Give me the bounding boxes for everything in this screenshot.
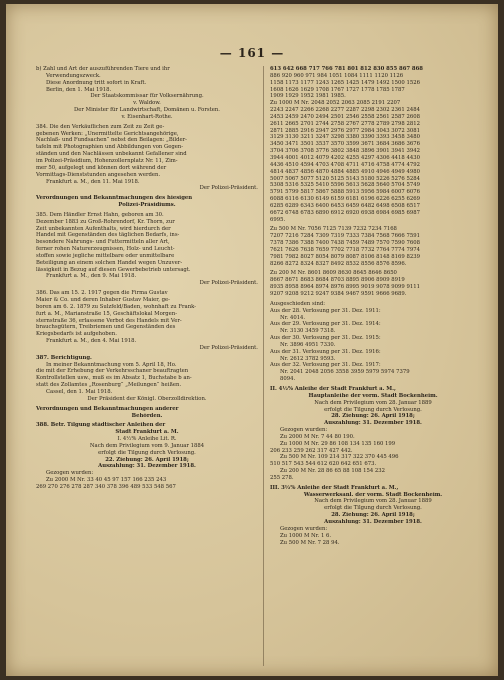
text-line: 8266 8272 8324 8327 8492 8532 8556 8576 8596.	[270, 260, 407, 267]
page-number: — 161 —	[219, 46, 285, 60]
text-line: Polizei-Präsidiums.	[118, 202, 176, 209]
text-line: 385. Dem Händler Ernst Hahn, geboren am 30.	[36, 211, 164, 218]
text-line: Gezogen wurden:	[280, 525, 328, 532]
text-line: tafeln mit Photographien und Abbildungen von Gegen-	[36, 144, 184, 151]
text-line: 2871 2885 2916 2947 2976 2977 2984 3043 3072 3081	[270, 127, 420, 134]
text-line: 28. Ziehung: 26. April 1918;	[331, 413, 415, 420]
text-line: 4814 4837 4856 4870 4884 4885 4910 4946 4949 4980	[270, 168, 420, 175]
text-line: 22. Ziehung: 26. April 1918;	[105, 456, 189, 463]
text-line: Verordnungen und Bekanntmachungen des hiesigen	[36, 195, 193, 202]
text-line: 28. Ziehung: 26. April 1918;	[331, 512, 415, 519]
text-line: erfolgt die Tilgung durch Verlosung.	[324, 406, 422, 413]
text-line: Zu 1000 M Nr. 1 6.	[280, 532, 332, 539]
text-line: Verwendungszweck.	[46, 72, 101, 79]
text-line: II. 4½% Anleihe der Stadt Frankfurt a. M.,	[270, 385, 396, 392]
text-line: 386. Das am 15. 2. 1917 gegen die Firma Gustav	[36, 290, 168, 297]
text-line: boren am 6. 2. 1879 zu Sulzfeld/Baden, wohnhaft zu Frank-	[36, 303, 197, 310]
text-line: Zu 1000 M Nr. 29 86 108 134 135 160 199	[280, 440, 396, 447]
text-line: 613 642 668 717 766 781 801 812 830 855 867 868	[270, 66, 423, 72]
text-line: 5308 5316 5325 5410 5596 5613 5628 5640 5704 5749	[270, 182, 420, 189]
text-line: Aus der 31. Verlosung per 31. Dez. 1916:	[270, 348, 381, 355]
right-column	[270, 66, 476, 546]
text-line: Aus der 28. Verlosung per 31. Dez. 1911:	[270, 307, 381, 314]
text-line: Nr. 3896 4951 7330.	[280, 341, 336, 348]
text-line: 3704 3706 3708 3776 3802 3848 3896 3901 3941 3942	[270, 148, 420, 155]
text-line: Zu 200 M Nr. 28 86 65 88 108 154 232	[280, 468, 386, 475]
text-line: Frankfurt a. M., den 11. Mai 1918.	[46, 178, 140, 185]
text-line: Der Staatskommissar für Volksernährung.	[90, 93, 204, 100]
text-line: 5791 5799 5817 5867 5888 5913 5956 5984 6007 6076	[270, 189, 420, 196]
text-line: Der Präsident der Königl. Oberzolldirektion.	[87, 395, 207, 402]
text-line: Zu 500 M Nr. 109 214 317 322 370 445 496	[280, 454, 399, 461]
text-line: Hauptanleihe der vorm. Stadt Bockenheim.	[308, 392, 438, 399]
text-line: Zu 2000 M Nr. 7 44 80 190.	[280, 433, 355, 440]
text-line: 6672 6748 6783 6890 6912 6920 6938 6984 6985 6987	[270, 209, 420, 216]
text-line: Frankfurt a. M., den 4. Mai 1918.	[46, 338, 137, 345]
text-line: 388. Betr. Tilgung städtischer Anleihen der	[36, 422, 166, 429]
text-line: Zeit unbekannten Aufenthalts, wird hierdurch der	[36, 225, 171, 232]
text-line: v. Waldow.	[133, 100, 161, 107]
text-line: 8667 8671 8683 8684 8703 8895 8906 8909 8919	[270, 277, 405, 284]
text-line: 6088 6116 6130 6149 6159 6181 6196 6226 6255 6269	[270, 196, 420, 203]
text-line: 206 233 259 262 317 427 442.	[270, 447, 353, 454]
text-line: stoffen sowie jegliche mittelbare oder unmittelbare	[36, 252, 175, 259]
text-line: Maier & Co. und deren Inhaber Gustav Maier, ge-	[36, 297, 170, 303]
text-line: 6995.	[270, 216, 286, 223]
text-line: Cassel, den 1. Mai 1918.	[46, 388, 113, 395]
text-line: 510 517 543 544 612 620 642 651 673.	[270, 461, 377, 468]
text-line: Diese Anordnung tritt sofort in Kraft.	[46, 79, 147, 86]
text-line: Auszahlung: 31. Dezember 1918.	[324, 420, 422, 427]
text-line: Behörden.	[131, 412, 163, 419]
text-line: Der Polizei-Präsident.	[199, 185, 258, 192]
text-line: Frankfurt a. M., den 9. Mai 1918.	[46, 273, 137, 280]
text-line: Stadt Frankfurt a. M.	[115, 429, 179, 436]
text-line: Nach dem Privilegium vom 9. Januar 1884	[89, 442, 205, 449]
text-line: mer 50, aufgelegt und können dort während der	[36, 164, 167, 171]
text-line: Wasserwerksanl. der vorm. Stadt Bockenheim.	[303, 491, 443, 498]
text-line: Handel mit Gegenständen des täglichen Bedarfs, ins-	[36, 232, 180, 239]
text-line: 7621 7626 7638 7659 7702 7718 7732 7764 7774 7974	[270, 246, 420, 253]
text-line: 2243 2247 2266 2268 2277 2287 2298 2302 2361 2484	[270, 107, 420, 114]
text-line: 7378 7386 7388 7400 7438 7459 7489 7570 7590 7608	[270, 240, 420, 247]
text-line: 1158 1173 1177 1243 1265 1425 1479 1492 1500 1526	[270, 79, 420, 86]
text-line: 269 270 276 278 287 340 378 396 489 533 548 567	[36, 483, 176, 490]
text-line: Der Polizei-Präsident.	[199, 344, 258, 351]
text-line: Berlin, den 1. Mai 1918.	[46, 86, 112, 93]
text-line: 387. Berichtigung.	[36, 354, 92, 361]
text-line: Aus der 30. Verlosung per 31. Dez. 1915:	[270, 335, 381, 342]
text-line: Gezogen wurden:	[280, 427, 328, 434]
text-line: Vormittags-Dienststunden angesehen werden.	[36, 171, 161, 178]
newspaper-page	[6, 4, 498, 676]
column-divider	[263, 66, 264, 666]
text-line: b) Zahl und Art der auszuführenden Tiere und ihr	[36, 66, 170, 72]
text-line: Zu 2000 M Nr. 33 40 45 97 157 166 235 243	[46, 477, 167, 484]
text-line: brauchsgütern, Treibriemen und Gegenständen des	[36, 324, 176, 331]
text-line: im Polizei-Präsidium, Hohenzollernplatz Nr. 11, Zim-	[36, 157, 178, 164]
left-column	[36, 66, 258, 491]
text-line: In meiner Bekanntmachung vom 5. April 18, Ho.	[46, 361, 177, 368]
text-line: Kontrollstellen usw., muß es im Absatz 1, Buchstabe b an-	[36, 375, 192, 382]
text-line: Auszahlung: 31. Dezember 1918.	[324, 519, 422, 525]
text-line: lässigkeit in Bezug auf diesen Gewerbebetrieb untersagt.	[36, 266, 191, 273]
text-line: 4436 4510 4594 4703 4708 4711 4716 4758 4774 4792	[270, 161, 420, 168]
text-line: Nr. 2612 3782 9593.	[280, 355, 336, 362]
text-line: Kriegsbedarfs ist aufgehoben.	[36, 331, 117, 338]
text-line: Zu 200 M Nr. 8601 8609 8630 8645 8646 8650	[270, 270, 397, 277]
text-line: sternstraße 36, erlassene Verbot des Handels mit Ver-	[36, 317, 182, 324]
text-line: 255 278.	[270, 474, 294, 481]
text-line: III. 3½% Anleihe der Stadt Frankfurt a. M.,	[270, 484, 399, 491]
text-line: Beteiligung an einem solchen Handel wegen Unzuver-	[36, 259, 183, 266]
text-line: 2453 2459 2470 2494 2501 2546 2558 2561 2587 2608	[270, 113, 420, 120]
text-line: Zu 500 M Nr. 7 28 94.	[280, 539, 340, 546]
text-line: Verordnungen und Bekanntmachungen anderer	[36, 405, 179, 412]
text-line: Nr. 2041 2048 2056 3558 3959 5979 5974 7379	[280, 369, 410, 376]
text-line: Nr. 3130 3459 7318.	[280, 328, 336, 335]
text-line: Nr. 4014.	[280, 314, 306, 321]
text-line: 886 920 960 971 984 1051 1084 1111 1120 1126	[270, 72, 404, 79]
text-line: 6285 6289 6343 6400 6453 6459 6482 6498 6508 6517	[270, 202, 420, 209]
text-line: Auszahlung: 31. Dezember 1918.	[98, 463, 196, 470]
text-line: Aus der 32. Verlosung per 31. Dez. 1917:	[270, 362, 381, 369]
text-line: 2611 2665 2701 2744 2758 2767 2778 2789 2798 2812	[270, 120, 420, 127]
text-line: 5007 5067 5077 5120 5125 5143 5180 5226 5276 5284	[270, 175, 420, 182]
text-line: statt des Zollamtes „Rosenburg“ „Meilungen“ heißen.	[36, 382, 182, 389]
text-line: 1909 1929 1952 1981 1985.	[270, 93, 346, 100]
text-line: 8935 8958 8964 8974 8976 8995 9019 9078 9099 9111	[270, 284, 420, 291]
text-line: Nachlaß- und Fundsachen“ nebst den Beilagen: „Bilder-	[36, 137, 187, 144]
text-line: I. 4½% Anleihe Lit. R.	[117, 436, 177, 443]
text-line: 9207 9208 9212 9247 9384 9467 9591 9666 9689.	[270, 291, 407, 297]
text-line: 3944 4001 4012 4079 4202 4255 4297 4306 4418 4430	[270, 154, 420, 161]
text-line: furt a. M., Marianstraße 15, Geschäftslokal Morgen-	[36, 310, 178, 317]
text-line: gebenen Werken: „Unermittelte Gerichtsangehörige,	[36, 130, 179, 137]
text-line: Zu 500 M Nr. 7056 7125 7139 7232 7234 7168	[270, 226, 397, 233]
text-line: erfolgt die Tilgung durch Verlosung.	[98, 449, 196, 456]
text-line: 7981 7982 8027 8054 8079 8087 8106 8148 8169 8239	[270, 253, 420, 260]
text-line: 3450 3471 3501 3537 3570 3599 3671 3684 3686 3676	[270, 141, 420, 148]
text-line: 3129 3130 3211 3247 3298 3380 3390 3393 3458 3480	[270, 134, 420, 141]
text-line: ferner rohen Naturerzeugnissen, Holz- und Leucht-	[36, 246, 175, 253]
text-line: 7207 7216 7284 7309 7319 7333 7384 7568 7666 7591	[270, 233, 420, 240]
text-line: 384. Die den Verkäuflichen zum Zeit zu Zeit ge-	[36, 123, 165, 130]
text-line: Aus der 29. Verlosung per 31. Dez. 1914:	[270, 321, 381, 328]
text-line: 8094.	[280, 376, 296, 383]
text-line: die mit der Erhebung der Verkehrsschaner beauftragten	[36, 368, 189, 375]
text-line: Nach dem Privilegium vom 28. Januar 1889	[314, 399, 432, 406]
text-line: besondere Nahrungs- und Futtermitteln aller Art,	[36, 239, 170, 246]
text-line: 1608 1626 1629 1708 1767 1727 1778 1785 1787	[270, 86, 405, 93]
text-line: Gezogen wurden:	[46, 470, 94, 477]
text-line: Nach dem Privilegium vom 28. Januar 1889	[314, 498, 432, 505]
text-line: ständen und den Nachlässen unbekannt Gefallener sind	[36, 151, 187, 158]
text-line: Der Polizei-Präsident.	[199, 280, 258, 287]
text-line: Der Minister für Landwirtschaft, Domänen u. Forsten.	[74, 107, 220, 114]
text-line: v. Eisenhart-Rothe.	[121, 113, 173, 120]
text-line: Ausgeschieden sind:	[270, 300, 326, 307]
text-line: erfolgt die Tilgung durch Verlosung.	[324, 505, 422, 512]
text-line: Dezember 1883 zu Groß-Rohrendorf, Kr. Thorn, zur	[36, 218, 175, 225]
text-line: Zu 1000 M Nr. 2048 2052 2063 2085 2191 2207	[270, 100, 401, 107]
